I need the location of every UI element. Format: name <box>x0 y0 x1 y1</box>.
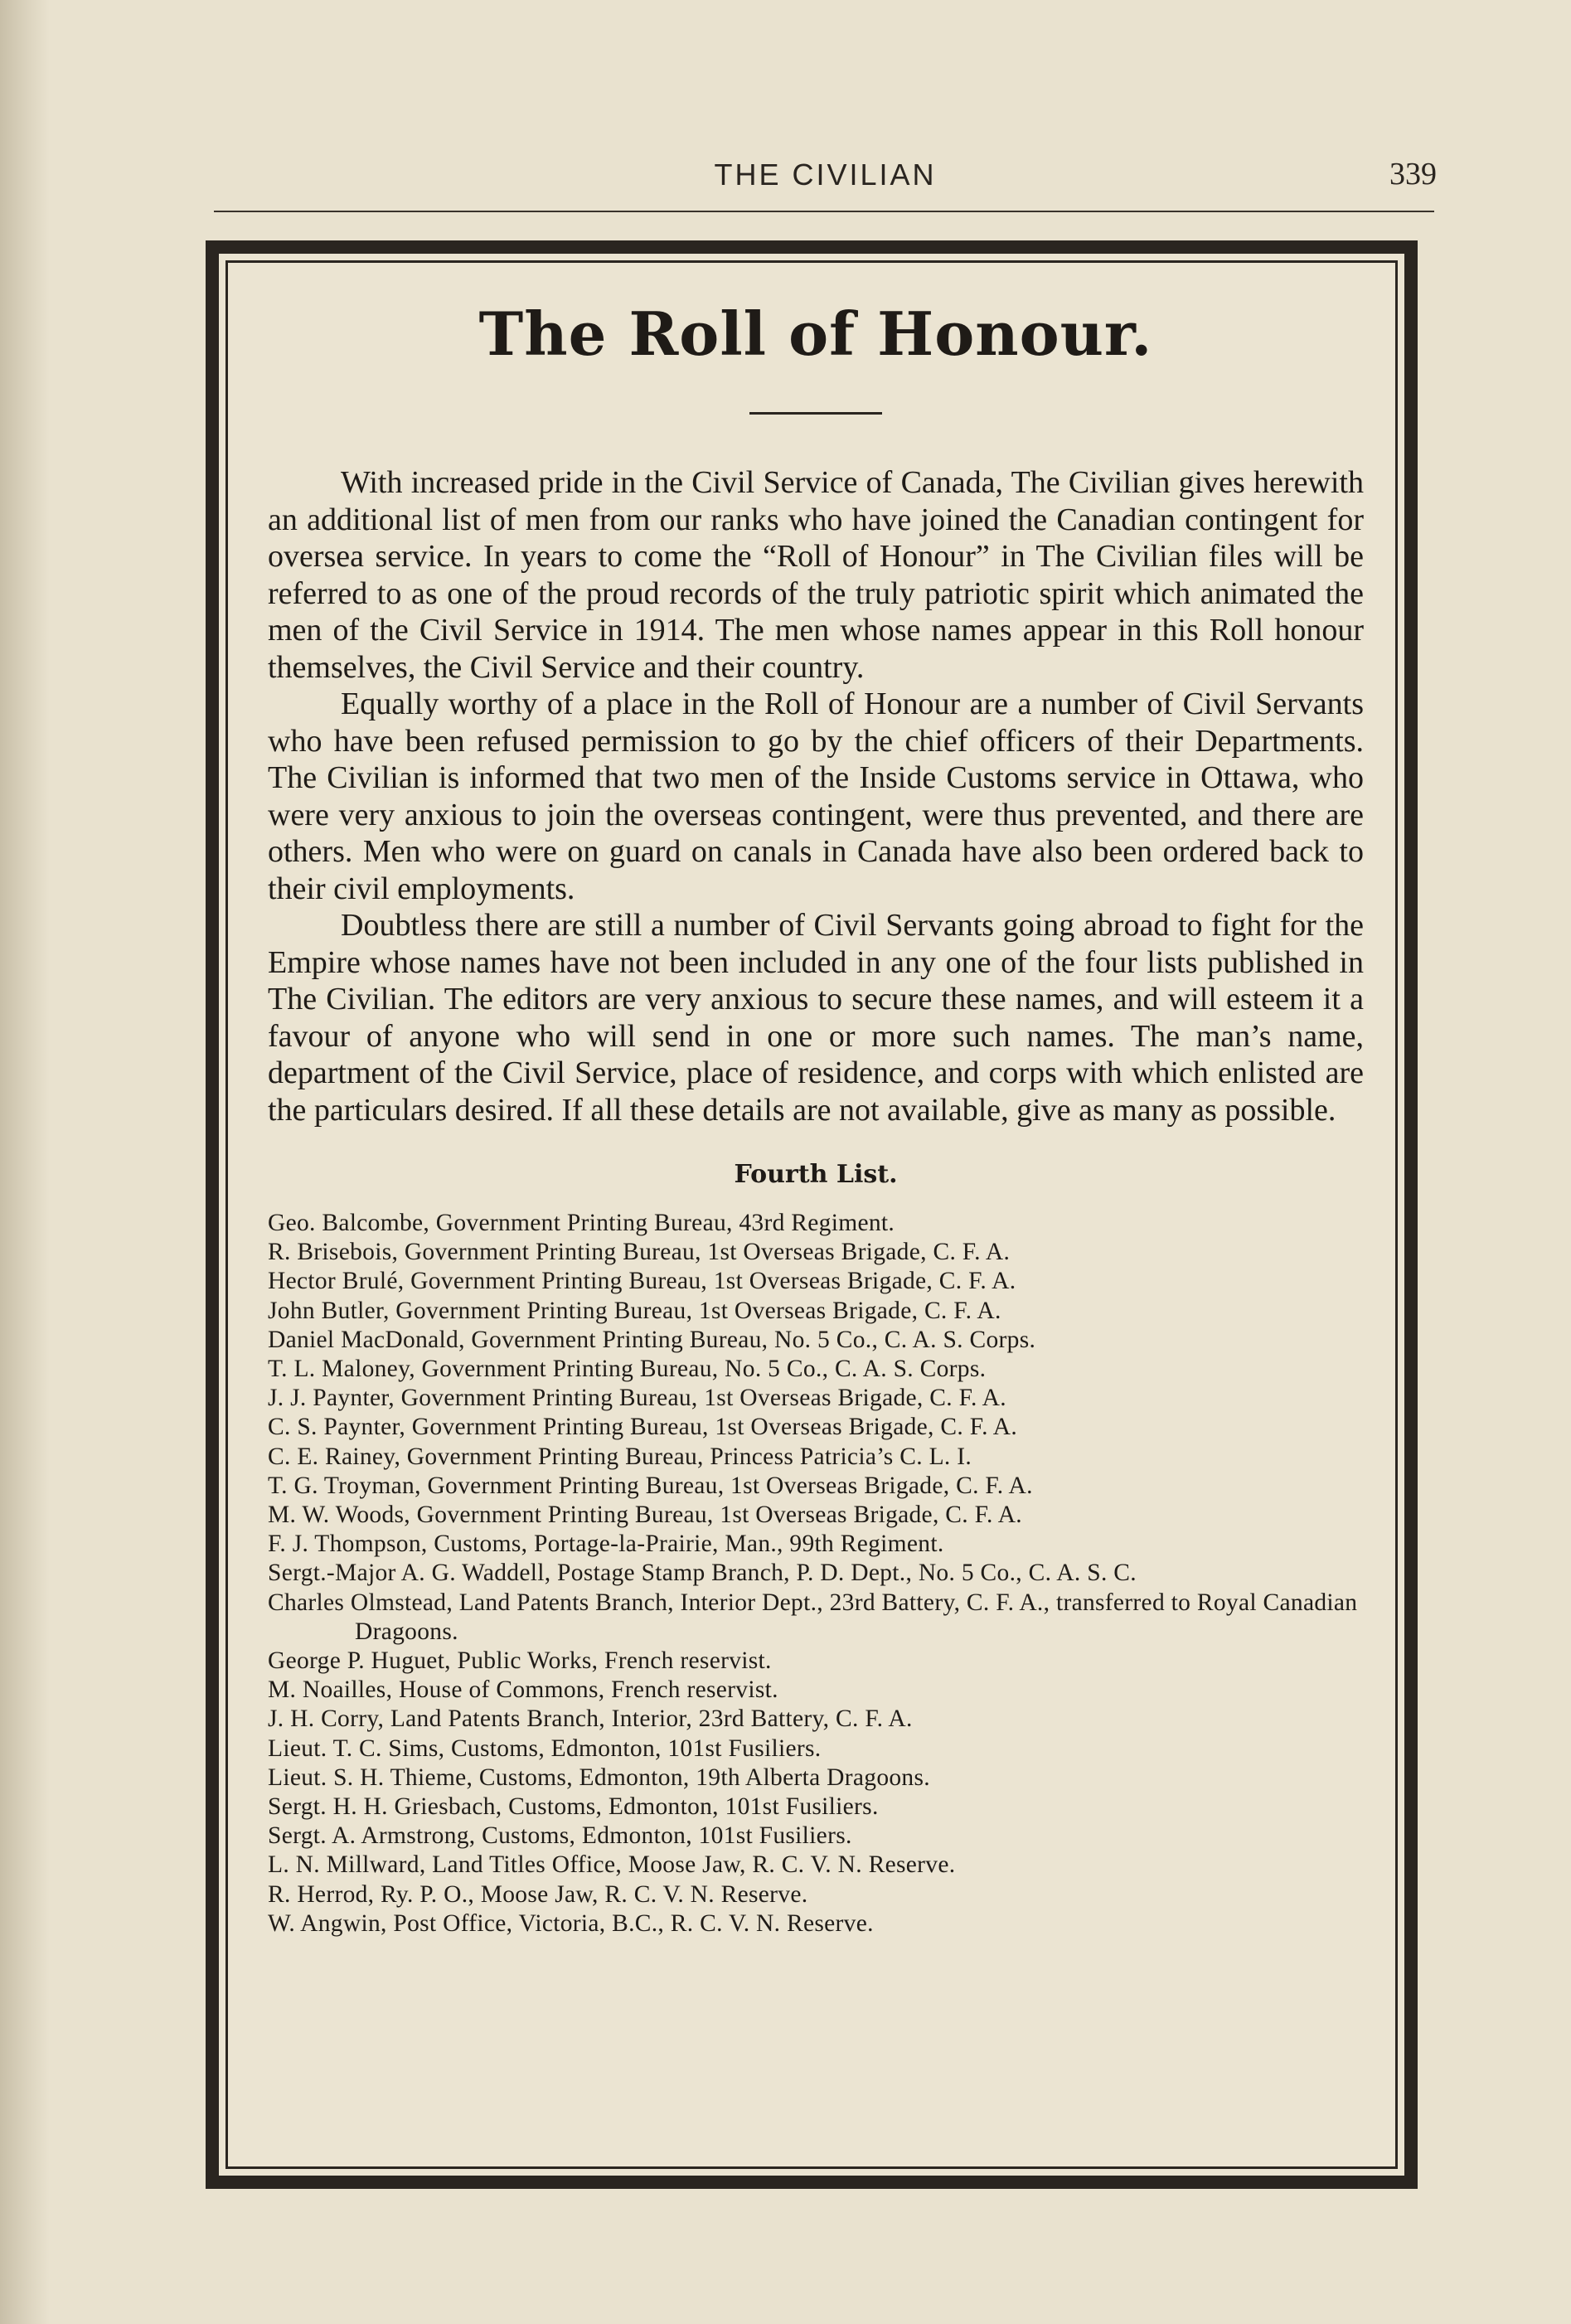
list-item: M. W. Woods, Government Printing Bureau, 1st Overseas Brigade, C. F. A. <box>268 1502 1022 1529</box>
list-item: Sergt.-Major A. G. Waddell, Postage Stamp Branch, P. D. Dept., No. 5 Co., C. A. S. C. <box>268 1560 1137 1587</box>
list-item: R. Herrod, Ry. P. O., Moose Jaw, R. C. V. N. Reserve. <box>268 1880 808 1908</box>
list-item: Geo. Balcombe, Government Printing Bureau, 43rd Regiment. <box>268 1210 895 1236</box>
list-item: L. N. Millward, Land Titles Office, Moose Jaw, R. C. V. N. Reserve. <box>268 1851 956 1879</box>
list-item: T. G. Troyman, Government Printing Bureau, 1st Overseas Brigade, C. F. A. <box>268 1472 1033 1499</box>
list-item: John Butler, Government Printing Bureau, 1st Overseas Brigade, C. F. A. <box>268 1297 1001 1324</box>
list-item: R. Brisebois, Government Printing Bureau, 1st Overseas Brigade, C. F. A. <box>268 1239 1011 1266</box>
list-item: Daniel MacDonald, Government Printing Bureau, No. 5 Co., C. A. S. Corps. <box>268 1326 1036 1353</box>
paragraph-1: With increased pride in the Civil Service of Canada, The Civilian gives herewith an additional list of men from our ranks who have joined the Canadian contingent for oversea service. In years to come the “Roll of Honour” in The Civilian files will be referred to as one of the proud records of the truly patriotic spirit which animated the men of the Civil Service in 1914. The men whose names appear in this Roll honour themselves, the Civil Service and their country. <box>268 465 1364 685</box>
list-item: M. Noailles, House of Commons, French reservist. <box>268 1676 778 1704</box>
honour-list <box>268 1209 1364 1938</box>
list-item: Charles Olmstead, Land Patents Branch, Interior Dept., 23rd Battery, C. F. A., transferred to Royal Canadian Dragoons. <box>268 1589 1358 1645</box>
list-item: George P. Huguet, Public Works, French reservist. <box>268 1647 772 1675</box>
paragraph-3: Doubtless there are still a number of Civil Servants going abroad to fight for the Empire whose names have not been included in any one of the four lists published in The Civilian. The editors are very anxious to secure these names, and will esteem it a favour of anyone who will send in one or more such names. The man’s name, department of the Civil Service, place of residence, and corps with which enlisted are the particulars desired. If all these details are not available, give as many as possible. <box>268 908 1364 1128</box>
list-item: Lieut. S. H. Thieme, Customs, Edmonton, 19th Alberta Dragoons. <box>268 1764 930 1791</box>
paragraph-2: Equally worthy of a place in the Roll of Honour are a number of Civil Servants who have been refused permission to go by the chief officers of their Departments. The Civilian is informed that two men of the Inside Customs service in Ottawa, who were very anxious to join the overseas contingent, were thus prevented, and there are others. Men who were on guard on canals in Canada have also been ordered back to their civil employments. <box>268 687 1364 906</box>
list-heading: Fourth List. <box>734 1160 898 1189</box>
page-gutter-shadow <box>0 0 50 2324</box>
list-item: J. J. Paynter, Government Printing Bureau, 1st Overseas Brigade, C. F. A. <box>268 1385 1006 1412</box>
article <box>268 282 1364 1938</box>
title-rule <box>749 412 882 415</box>
running-header <box>214 156 1437 194</box>
header-rule <box>214 211 1434 212</box>
list-item: J. H. Corry, Land Patents Branch, Interior, 23rd Battery, C. F. A. <box>268 1705 913 1733</box>
list-item: Hector Brulé, Government Printing Bureau, 1st Overseas Brigade, C. F. A. <box>268 1268 1016 1295</box>
page-number: 339 <box>1389 157 1437 192</box>
list-item: W. Angwin, Post Office, Victoria, B.C., R. C. V. N. Reserve. <box>268 1909 874 1937</box>
list-item: Sergt. H. H. Griesbach, Customs, Edmonton, 101st Fusiliers. <box>268 1793 879 1821</box>
list-item: C. E. Rainey, Government Printing Bureau, Princess Patricia’s C. L. I. <box>268 1443 972 1470</box>
list-item: T. L. Maloney, Government Printing Bureau, No. 5 Co., C. A. S. Corps. <box>268 1356 987 1383</box>
article-title: The Roll of Honour. <box>478 298 1153 369</box>
list-item: C. S. Paynter, Government Printing Bureau, 1st Overseas Brigade, C. F. A. <box>268 1414 1018 1441</box>
running-title: THE CIVILIAN <box>714 158 937 192</box>
list-item: F. J. Thompson, Customs, Portage-la-Prairie, Man., 99th Regiment. <box>268 1531 944 1558</box>
list-item: Lieut. T. C. Sims, Customs, Edmonton, 101st Fusiliers. <box>268 1735 822 1762</box>
list-item: Sergt. A. Armstrong, Customs, Edmonton, 101st Fusiliers. <box>268 1822 852 1850</box>
